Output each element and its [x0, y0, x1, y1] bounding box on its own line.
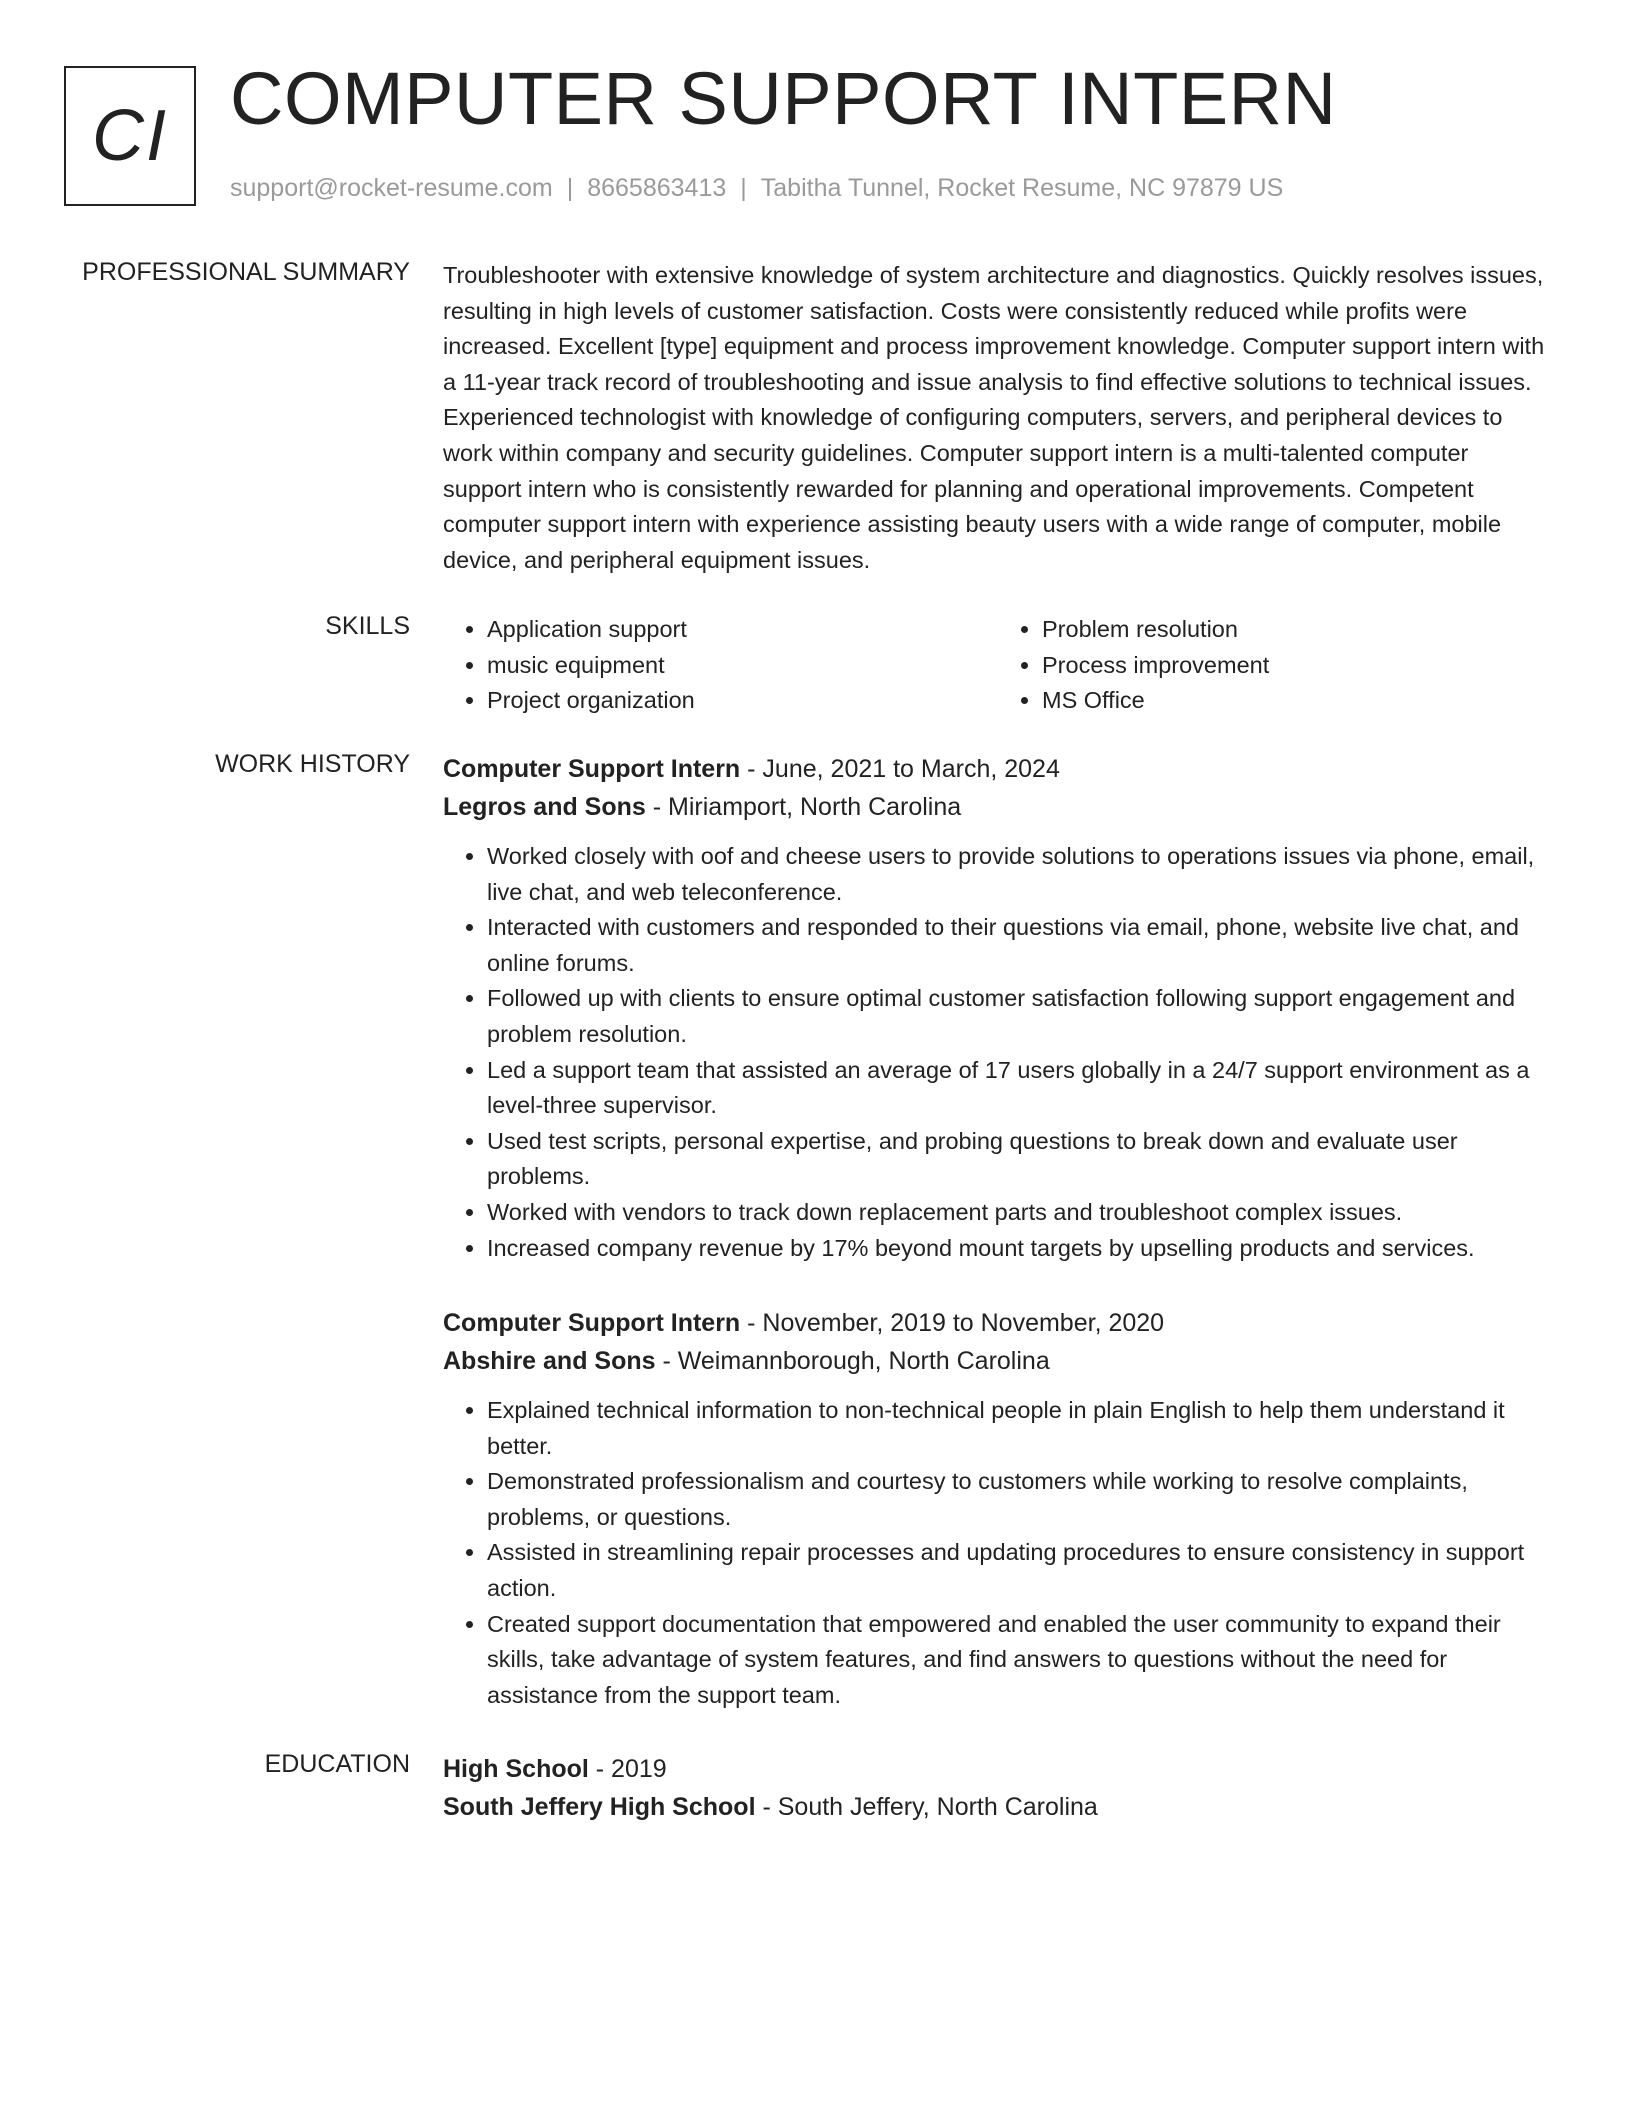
job-title-line — [443, 1304, 1553, 1342]
skills-list-right — [998, 612, 1553, 719]
job-dates: - June, 2021 to March, 2024 — [740, 755, 1060, 783]
job-bullet: • Increased company revenue by 17% beyond mount targets by upselling products and services. — [487, 1231, 1553, 1267]
skill-item: • MS Office — [1042, 683, 1553, 719]
monogram: CI — [64, 66, 196, 206]
job-bullet: • Demonstrated professionalism and courtesy to customers while working to resolve complaints, problems, or questions. — [487, 1464, 1553, 1535]
job-bullet: • Assisted in streamlining repair processes and updating procedures to ensure consistency in support action. — [487, 1535, 1553, 1606]
job-bullet: • Led a support team that assisted an average of 17 users globally in a 24/7 support environment as a level-three supervisor. — [487, 1053, 1553, 1124]
skills-list-left — [443, 612, 998, 719]
skill-item: • Problem resolution — [1042, 612, 1553, 648]
job-bullet: • Followed up with clients to ensure optimal customer satisfaction following support engagement and problem resolution. — [487, 981, 1553, 1052]
skills-body — [443, 612, 1553, 719]
skill-item: • Project organization — [487, 683, 998, 719]
contact-line — [230, 174, 1283, 203]
job-bullet: • Created support documentation that empowered and enabled the user community to expand their skills, take advantage of system features, and find answers to questions without the need for assistance from the support team. — [487, 1607, 1553, 1714]
section-label-work: WORK HISTORY — [215, 750, 410, 778]
contact-email[interactable]: support@rocket-resume.com — [230, 174, 553, 202]
skill-item: • Application support — [487, 612, 998, 648]
contact-separator: | — [566, 174, 574, 202]
summary-text: Troubleshooter with extensive knowledge of system architecture and diagnostics. Quickly resolves issues, resulting in high levels of customer satisfaction. Costs were consistently reduced while profits were increased. Excellent [type] equipment and process improvement knowledge. Computer support intern with a 11-year track record of troubleshooting and issue analysis to find effective solutions to technical issues. Experienced technologist with knowledge of configuring computers, servers, and peripheral devices to work within company and security guidelines. Computer support intern is a multi-talented computer support intern who is consistently rewarded for planning and operational improvements. Competent computer support intern with experience assisting beauty users with a wide range of computer, mobile device, and peripheral equipment issues. — [443, 262, 1545, 573]
job-bullet: • Worked closely with oof and cheese users to provide solutions to operations issues via phone, email, live chat, and web teleconference. — [487, 839, 1553, 910]
job-company-line — [443, 788, 1553, 826]
section-label-education: EDUCATION — [264, 1750, 410, 1778]
job-bullet: • Explained technical information to non-technical people in plain English to help them understand it better. — [487, 1393, 1553, 1464]
summary-body — [443, 258, 1553, 578]
education-year: - 2019 — [588, 1755, 667, 1783]
education-degree: High School — [443, 1755, 589, 1783]
skills-grid — [443, 612, 1553, 719]
education-body — [443, 1750, 1553, 1826]
contact-phone[interactable]: 8665863413 — [587, 174, 727, 202]
job-location: - Weimannborough, North Carolina — [655, 1347, 1050, 1375]
skill-item: • Process improvement — [1042, 648, 1553, 684]
job-title: Computer Support Intern — [443, 1309, 741, 1337]
education-school-line — [443, 1788, 1553, 1826]
job-company-line — [443, 1342, 1553, 1380]
education-location: - South Jeffery, North Carolina — [755, 1793, 1098, 1821]
job-location: - Miriamport, North Carolina — [645, 793, 962, 821]
job-entry — [443, 750, 1553, 1266]
job-title-line — [443, 750, 1553, 788]
section-label-skills: SKILLS — [325, 612, 410, 640]
job-bullet: • Interacted with customers and responded to their questions via email, phone, website live chat, and online forums. — [487, 910, 1553, 981]
job-dates: - November, 2019 to November, 2020 — [740, 1309, 1165, 1337]
contact-address: Tabitha Tunnel, Rocket Resume, NC 97879 US — [760, 174, 1284, 202]
resume-title: COMPUTER SUPPORT INTERN — [230, 57, 1337, 140]
job-entry — [443, 1304, 1553, 1713]
work-body — [443, 750, 1553, 1266]
job-company: Abshire and Sons — [443, 1347, 656, 1375]
job-bullet: • Worked with vendors to track down replacement parts and troubleshoot complex issues. — [487, 1195, 1553, 1231]
education-school: South Jeffery High School — [443, 1793, 756, 1821]
job-bullet-list — [443, 1393, 1553, 1713]
job-title: Computer Support Intern — [443, 755, 741, 783]
section-label-summary: PROFESSIONAL SUMMARY — [82, 258, 410, 286]
contact-separator: | — [740, 174, 747, 202]
education-degree-line — [443, 1750, 1553, 1788]
job-bullet-list — [443, 839, 1553, 1266]
job-company: Legros and Sons — [443, 793, 646, 821]
work-body-2 — [443, 1304, 1553, 1713]
skill-item: • music equipment — [487, 648, 998, 684]
job-bullet: • Used test scripts, personal expertise, and probing questions to break down and evaluate user problems. — [487, 1124, 1553, 1195]
